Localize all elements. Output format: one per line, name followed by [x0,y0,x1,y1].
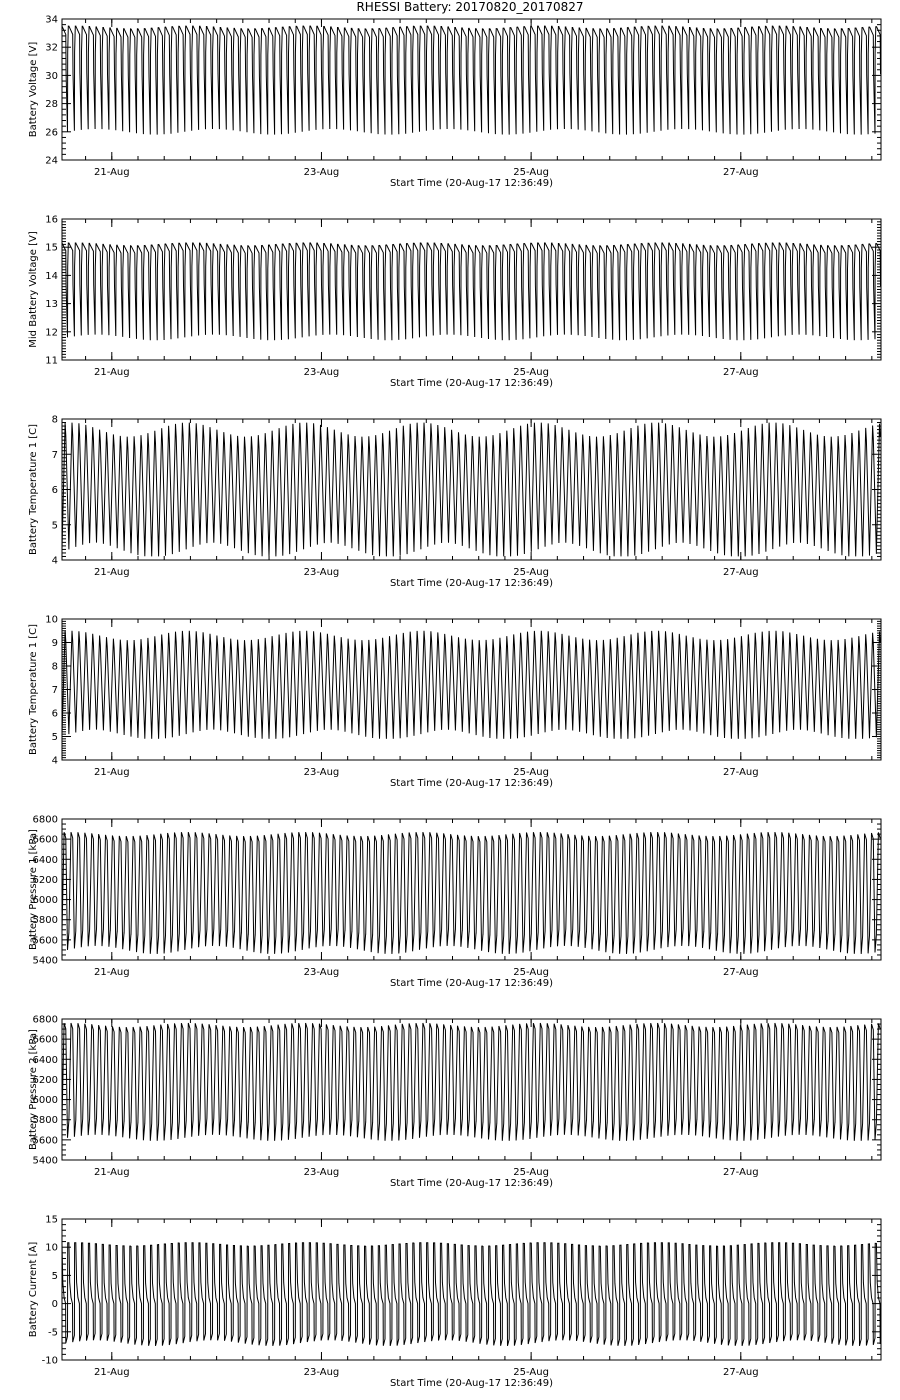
x-tick-label: 27-Aug [722,167,759,178]
main-title: RHESSI Battery: 20170820_20170827 [356,0,584,14]
y-tick-label: 30 [45,70,58,82]
y-tick-label: 7 [51,449,58,461]
x-axis-label: Start Time (20-Aug-17 12:36:49) [389,1378,554,1389]
x-axis-label: Start Time (20-Aug-17 12:36:49) [389,378,554,389]
y-tick-label: 15 [45,1214,58,1226]
y-tick-label: 5400 [32,1155,58,1167]
x-tick-label: 25-Aug [513,167,549,178]
series-line [62,1023,880,1141]
y-tick-label: 5 [51,520,58,532]
y-tick-label: 0 [51,1299,58,1311]
x-tick-label: 27-Aug [722,367,759,378]
y-tick-label: 5800 [32,1115,58,1127]
y-tick-label: 6800 [32,814,58,826]
y-tick-label: 6600 [32,834,58,846]
y-tick-label: 5600 [32,1135,58,1147]
x-tick-label: 23-Aug [303,1367,340,1378]
y-tick-label: 14 [45,270,58,282]
x-tick-label: 27-Aug [722,567,759,578]
y-tick-label: 26 [45,127,58,139]
y-tick-label: 6400 [32,854,58,866]
x-tick-label: 21-Aug [93,567,130,578]
y-axis-label: Battery Temperature 1 [C] [28,423,39,556]
y-tick-label: 6 [51,485,58,496]
y-tick-label: 4 [51,755,58,767]
y-tick-label: 6200 [32,1074,58,1086]
x-tick-label: 23-Aug [303,1167,340,1178]
panel-3 [28,415,881,590]
x-axis-label: Start Time (20-Aug-17 12:36:49) [389,178,554,189]
y-tick-label: 10 [45,1242,58,1254]
y-tick-label: -10 [41,1355,58,1367]
y-tick-label: 13 [45,299,58,311]
x-tick-label: 23-Aug [303,367,340,378]
series-line [62,26,881,135]
y-tick-label: 6000 [32,895,58,907]
x-tick-label: 27-Aug [722,967,759,978]
panel-2 [28,215,881,390]
x-tick-label: 25-Aug [513,967,549,978]
series-line [62,1243,880,1346]
x-tick-label: 21-Aug [93,367,130,378]
y-tick-label: 4 [51,555,58,567]
series-line [62,631,880,739]
x-tick-label: 25-Aug [513,1167,549,1178]
y-tick-label: 5400 [32,955,58,967]
x-axis-label: Start Time (20-Aug-17 12:36:49) [389,778,554,789]
y-axis-label: Battery Voltage [V] [28,41,39,138]
x-tick-label: 25-Aug [513,767,549,778]
y-tick-label: 6400 [32,1054,58,1066]
panel-5 [28,815,881,990]
x-tick-label: 21-Aug [93,1167,130,1178]
x-axis-label: Start Time (20-Aug-17 12:36:49) [389,578,554,589]
y-tick-label: 5 [51,1270,58,1282]
panel-4 [28,615,881,790]
y-tick-label: 28 [45,99,58,111]
x-axis-label: Start Time (20-Aug-17 12:36:49) [389,1178,554,1189]
y-tick-label: 8 [51,661,58,673]
y-tick-label: 7 [51,685,58,696]
y-axis-label: Battery Pressure 2 [kPa] [28,1029,39,1150]
y-tick-label: 16 [45,214,58,226]
panel-1 [28,15,881,190]
x-tick-label: 21-Aug [93,1367,130,1378]
x-tick-label: 21-Aug [93,167,130,178]
y-tick-label: -5 [48,1327,58,1339]
series-line [62,243,881,340]
x-tick-label: 23-Aug [303,567,340,578]
y-tick-label: 24 [45,155,58,167]
x-tick-label: 21-Aug [93,967,130,978]
panel-6 [28,1015,881,1190]
y-tick-label: 10 [45,614,58,626]
x-tick-label: 27-Aug [722,1167,759,1178]
y-tick-label: 5800 [32,915,58,927]
y-tick-label: 8 [51,414,58,426]
y-tick-label: 6000 [32,1095,58,1107]
x-tick-label: 25-Aug [513,1367,549,1378]
y-tick-label: 5600 [32,935,58,947]
y-axis-label: Mid Battery Voltage [V] [28,231,39,348]
series-line [62,832,880,954]
y-tick-label: 15 [45,242,58,254]
y-tick-label: 34 [45,14,58,26]
x-tick-label: 21-Aug [93,767,130,778]
y-tick-label: 32 [45,42,58,54]
y-axis-label: Battery Temperature 1 [C] [28,623,39,756]
x-tick-label: 27-Aug [722,1367,759,1378]
y-axis-label: Battery Pressure 1 [kPa] [28,829,39,950]
y-tick-label: 6200 [32,874,58,886]
y-tick-label: 9 [51,638,58,649]
x-axis-label: Start Time (20-Aug-17 12:36:49) [389,978,554,989]
x-tick-label: 25-Aug [513,367,549,378]
x-tick-label: 25-Aug [513,567,549,578]
x-tick-label: 27-Aug [722,767,759,778]
y-tick-label: 5 [51,732,58,743]
y-tick-label: 11 [45,355,58,367]
x-tick-label: 23-Aug [303,967,340,978]
y-axis-label: Battery Current [A] [28,1241,39,1338]
y-tick-label: 6800 [32,1014,58,1026]
panel-7 [28,1215,881,1390]
y-tick-label: 6 [51,708,58,720]
x-tick-label: 23-Aug [303,767,340,778]
series-line [62,423,880,557]
x-tick-label: 23-Aug [303,167,340,178]
y-tick-label: 6600 [32,1034,58,1046]
y-tick-label: 12 [45,327,58,339]
